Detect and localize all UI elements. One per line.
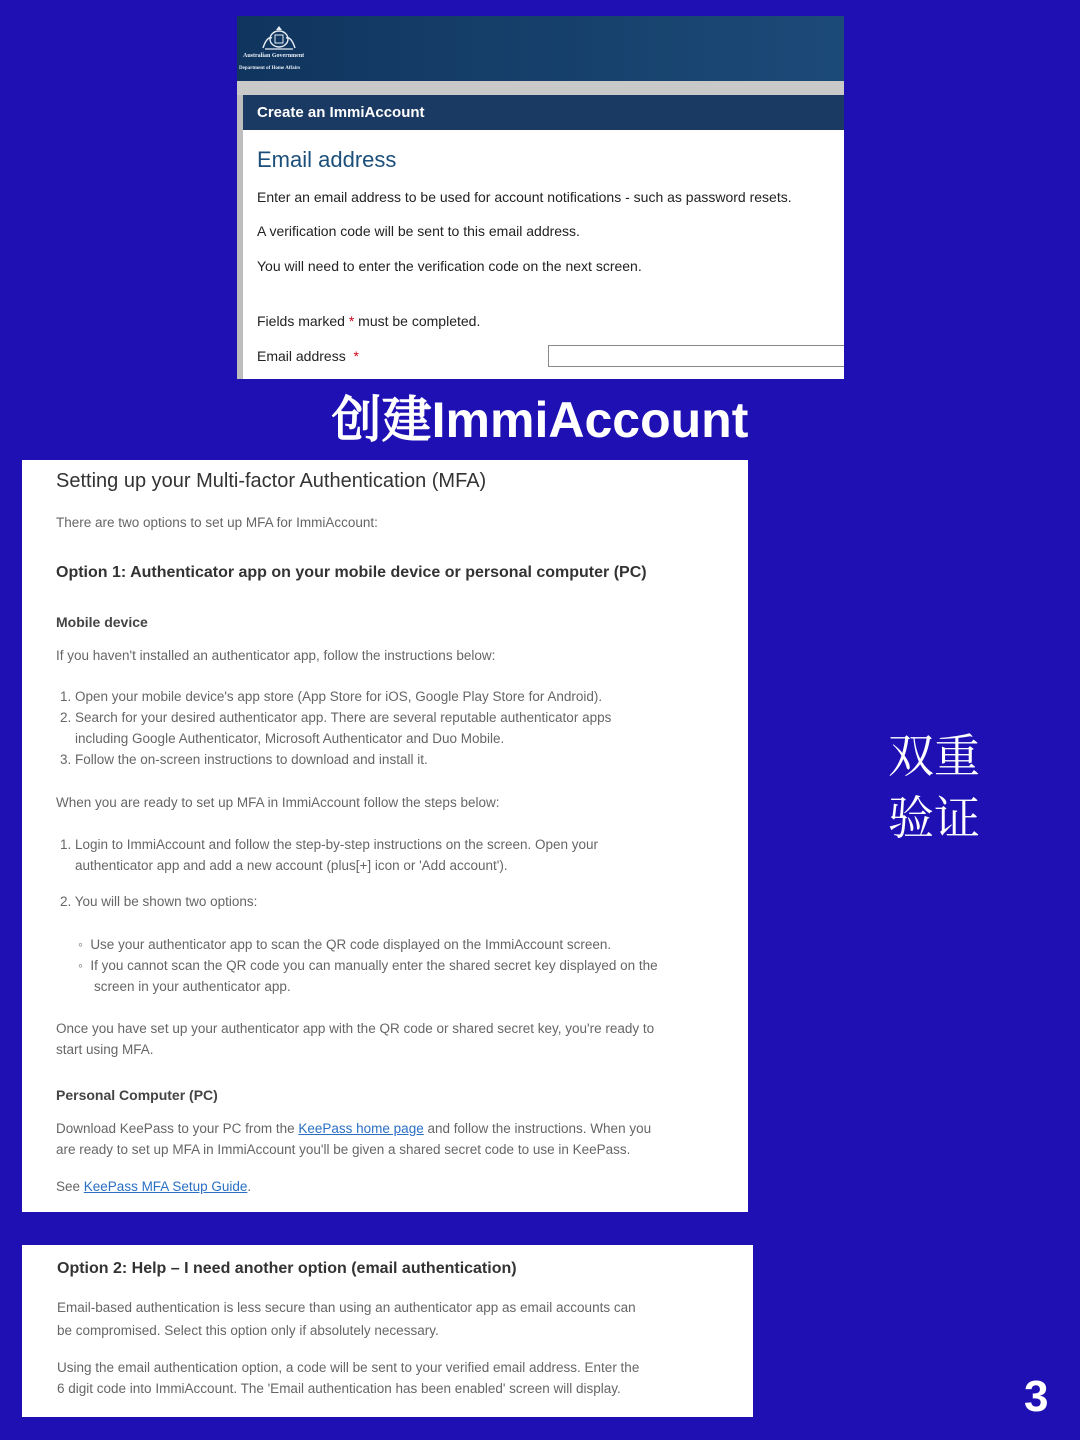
list-item: 1. Open your mobile device's app store (App Store for iOS, Google Play Store for Android). bbox=[60, 689, 603, 704]
mfa-intro: There are two options to set up MFA for ImmiAccount: bbox=[56, 515, 378, 530]
pc-heading: Personal Computer (PC) bbox=[56, 1087, 218, 1103]
list-item-continued: authenticator app and add a new account (plus[+] icon or 'Add account'). bbox=[75, 858, 508, 873]
once-line: Once you have set up your authenticator app with the QR code or shared secret key, you're ready to bbox=[56, 1021, 655, 1036]
required-note-suffix: must be completed. bbox=[354, 313, 481, 329]
bullet-text: If you cannot scan the QR code you can manually enter the shared secret key displayed on the bbox=[90, 958, 658, 973]
list-item-continued: including Google Authenticator, Microsoft Authenticator and Duo Mobile. bbox=[75, 731, 505, 746]
email-field-label bbox=[257, 348, 359, 364]
option2-heading: Option 2: Help – I need another option (email authentication) bbox=[57, 1260, 517, 1277]
list-item: 2. You will be shown two options: bbox=[60, 894, 258, 909]
form-header: Create an ImmiAccount bbox=[243, 95, 844, 130]
pc-text: and follow the instructions. When you bbox=[423, 1121, 652, 1136]
see-line bbox=[56, 1179, 251, 1194]
immiaccount-create-panel bbox=[237, 16, 844, 379]
department-name: Department of Home Affairs bbox=[239, 66, 301, 71]
section-heading: Email address bbox=[257, 147, 397, 172]
list-item: 1. Login to ImmiAccount and follow the step-by-step instructions on the screen. Open your bbox=[60, 837, 599, 852]
government-name: Australian Government bbox=[243, 53, 305, 59]
option2-panel bbox=[22, 1245, 753, 1417]
government-banner bbox=[237, 16, 844, 81]
ready-intro: When you are ready to set up MFA in ImmiAccount follow the steps below: bbox=[56, 795, 500, 810]
required-note-prefix: Fields marked bbox=[257, 313, 349, 329]
pc-text: Download KeePass to your PC from the bbox=[56, 1121, 299, 1136]
option1-heading: Option 1: Authenticator app on your mobile device or personal computer (PC) bbox=[56, 564, 647, 581]
caption-title: 创建ImmiAccount bbox=[331, 392, 749, 448]
side-note bbox=[888, 725, 980, 849]
mobile-device-heading: Mobile device bbox=[56, 614, 148, 630]
keepass-guide-link[interactable]: KeePass MFA Setup Guide bbox=[83, 1179, 248, 1194]
mfa-setup-panel bbox=[22, 460, 748, 1212]
option2-line: Email-based authentication is less secure than using an authenticator app as email accounts can bbox=[57, 1300, 636, 1315]
keepass-home-link[interactable]: KeePass home page bbox=[298, 1121, 424, 1136]
email-label-text: Email address bbox=[257, 348, 346, 364]
page-number: 3 bbox=[1024, 1372, 1049, 1421]
list-item: 3. Follow the on-screen instructions to download and install it. bbox=[60, 752, 428, 767]
mobile-intro: If you haven't installed an authenticator app, follow the instructions below: bbox=[56, 648, 496, 663]
pc-line bbox=[56, 1121, 651, 1136]
instruction-line: You will need to enter the verification code on the next screen. bbox=[257, 258, 642, 274]
bullet-circle-icon: ◦ bbox=[78, 937, 83, 952]
coat-of-arms-icon bbox=[257, 22, 301, 52]
divider-strip bbox=[237, 81, 844, 95]
instruction-line: A verification code will be sent to this email address. bbox=[257, 223, 580, 239]
once-line: start using MFA. bbox=[56, 1042, 154, 1057]
required-star: * bbox=[348, 313, 355, 329]
email-address-input[interactable] bbox=[548, 345, 844, 367]
bullet-text: Use your authenticator app to scan the QR code displayed on the ImmiAccount screen. bbox=[90, 937, 612, 952]
bullet-item bbox=[78, 937, 611, 952]
see-text: See bbox=[56, 1179, 84, 1194]
option2-line: 6 digit code into ImmiAccount. The 'Email authentication has been enabled' screen will display. bbox=[57, 1381, 621, 1396]
option2-line: be compromised. Select this option only if absolutely necessary. bbox=[57, 1323, 439, 1338]
side-note-line: 验证 bbox=[888, 791, 980, 845]
bullet-item-continued: screen in your authenticator app. bbox=[94, 979, 291, 994]
mfa-title: Setting up your Multi-factor Authentication (MFA) bbox=[56, 470, 487, 492]
required-star: * bbox=[353, 348, 359, 364]
instruction-line: Enter an email address to be used for account notifications - such as password resets. bbox=[257, 189, 792, 205]
list-item: 2. Search for your desired authenticator app. There are several reputable authenticator apps bbox=[60, 710, 612, 725]
bullet-circle-icon: ◦ bbox=[78, 958, 83, 973]
see-text: . bbox=[247, 1179, 252, 1194]
option2-line: Using the email authentication option, a code will be sent to your verified email address. Enter the bbox=[57, 1360, 640, 1375]
required-fields-note bbox=[257, 313, 480, 329]
email-form bbox=[237, 95, 844, 379]
side-note-line: 双重 bbox=[888, 729, 980, 783]
bullet-item bbox=[78, 958, 658, 973]
pc-line: are ready to set up MFA in ImmiAccount you'll be given a shared secret code to use in KeePass. bbox=[56, 1142, 631, 1157]
